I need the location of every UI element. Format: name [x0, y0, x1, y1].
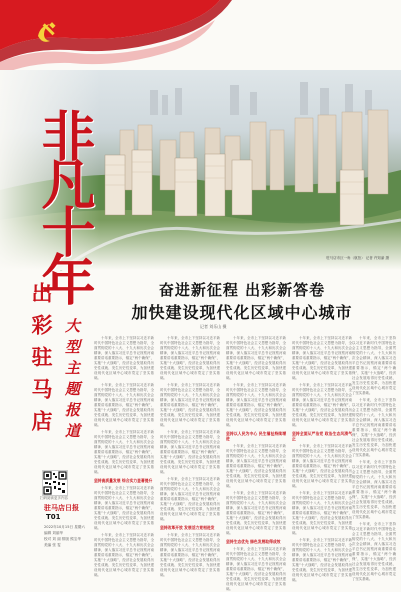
paragraph: 十年来，全市上下坚持以习近平新时代中国特色社会主义思想为指导，全面贯彻党的十八大、十九大和历次全会精神，深入落实习近平总书记视察河南重要讲话重要指示，锚定“两个确保”，实施“十大战略”，经济社会发展取得历史性成就、发生历史性变革，为加快建设现代化区域中心城市奠定了坚实基础。 [94, 486, 154, 530]
section-subhead: 坚持生态优先 绿色发展取得成效 [226, 539, 281, 544]
meta-art: 美编 张 雯 [44, 543, 61, 547]
byline: 记者 刘乐山 摄 [200, 324, 227, 329]
meta-editor: 编辑 刘丽华 [44, 531, 64, 535]
meta-date: 2022年10月15日 星期六 [44, 525, 85, 529]
paragraph: 十年来，全市上下坚持以习近平新时代中国特色社会主义思想为指导，全面贯彻党的十八大、十九大和历次全会精神，深入落实习近平总书记视察河南重要讲话重要指示，锚定“两个确保”，实施“十大战略”，经济社会发展取得历史性成就、发生历史性变革，为加快建设现代化区域中心城市奠定了坚实基础。 [226, 444, 286, 488]
paragraph: 十年来，全市上下坚持以习近平新时代中国特色社会主义思想为指导，全面贯彻党的十八大、十九大和历次全会精神，深入落实习近平总书记视察河南重要讲话重要指示，锚定“两个确保”，实施“十大战略”，经济社会发展取得历史性成就、发生历史性变革，为加快建设现代化区域中心城市奠定了坚实基础。 [160, 533, 220, 577]
article-column-5 [352, 336, 396, 581]
paragraph: 十年来，全市上下坚持以习近平新时代中国特色社会主义思想为指导，全面贯彻党的十八大、十九大和历次全会精神，深入落实习近平总书记视察河南重要讲话重要指示，锚定“两个确保”，实施“十大战略”，经济社会发展取得历史性成就、发生历史性变革，为加快建设现代化区域中心城市奠定了坚实基础。 [226, 336, 286, 380]
paragraph: 十年来，全市上下坚持以习近平新时代中国特色社会主义思想为指导，全面贯彻党的十八大、十九大和历次全会精神，深入落实习近平总书记视察河南重要讲话重要指示，锚定“两个确保”，实施“十大战略”，经济社会发展取得历史性成就、发生历史性变革，为加快建设现代化区域中心城市奠定了坚实基础。 [160, 477, 220, 521]
paragraph: 十年来，全市上下坚持以习近平新时代中国特色社会主义思想为指导，全面贯彻党的十八大、十九大和历次全会精神，深入落实习近平总书记视察河南重要讲话重要指示，锚定“两个确保”，实施“十大战略”，经济社会发展取得历史性成就、发生历史性变革，为加快建设现代化区域中心城市奠定了坚实基础。 [94, 430, 154, 474]
section-subhead: 坚持高质量发展 综合实力显著提升 [94, 478, 153, 483]
party-flag-banner [0, 0, 401, 80]
paragraph: 十年来，全市上下坚持以习近平新时代中国特色社会主义思想为指导，全面贯彻党的十八大、十九大和历次全会精神，深入落实习近平总书记视察河南重要讲话重要指示，锚定“两个确保”，实施“十大战略”，经济社会发展取得历史性成就、发生历史性变革，为加快建设现代化区域中心城市奠定了坚实基础。 [226, 547, 286, 591]
qr-label: 扫码阅读更多内容 [40, 496, 68, 500]
paragraph: 十年来，全市上下坚持以习近平新时代中国特色社会主义思想为指导，全面贯彻党的十八大、十九大和历次全会精神，深入落实习近平总书记视察河南重要讲话重要指示，锚定“两个确保”，实施“十大战略”，经济社会发展取得历史性成就、发生历史性变革，为加快建设现代化区域中心城市奠定了坚实基础。 [292, 336, 352, 380]
article-column-1 [94, 336, 154, 577]
main-headline: 奋进新征程 出彩新答卷 [158, 281, 326, 299]
sub-headline: 加快建设现代化区域中心城市 [131, 303, 353, 322]
paragraph: 十年来，全市上下坚持以习近平新时代中国特色社会主义思想为指导，全面贯彻党的十八大、十九大和历次全会精神，深入落实习近平总书记视察河南重要讲话重要指示，锚定“两个确保”，实施“十大战略”，经济社会发展取得历史性成就、发生历史性变革，为加快建设现代化区域中心城市奠定了坚实基础。 [292, 444, 352, 488]
paragraph: 十年来，全市上下坚持以习近平新时代中国特色社会主义思想为指导，全面贯彻党的十八大、十九大和历次全会精神，深入落实习近平总书记视察河南重要讲话重要指示，锚定“两个确保”，实施“十大战略”，经济社会发展取得历史性成就、发生历史性变革，为加快建设现代化区域中心城市奠定了坚实基础。 [352, 336, 396, 395]
paragraph: 十年来，全市上下坚持以习近平新时代中国特色社会主义思想为指导，全面贯彻党的十八大、十九大和历次全会精神，深入落实习近平总书记视察河南重要讲话重要指示，锚定“两个确保”，实施“十大战略”，经济社会发展取得历史性成就、发生历史性变革，为加快建设现代化区域中心城市奠定了坚实基础。 [94, 533, 154, 577]
article-column-4 [292, 336, 352, 582]
paragraph: 十年来，全市上下坚持以习近平新时代中国特色社会主义思想为指导，全面贯彻党的十八大、十九大和历次全会精神，深入落实习近平总书记视察河南重要讲话重要指示，锚定“两个确保”，实施“十大战略”，经济社会发展取得历史性成就、发生历史性变革，为加快建设现代化区域中心城市奠定了坚实基础。 [352, 522, 396, 581]
section-subhead: 坚持改革开放 发展活力竞相迸发 [160, 525, 215, 530]
edition-meta [44, 524, 85, 548]
calligraphy-title: 非凡十年 [33, 108, 97, 300]
paragraph: 十年来，全市上下坚持以习近平新时代中国特色社会主义思想为指导，全面贯彻党的十八大、十九大和历次全会精神，深入落实习近平总书记视察河南重要讲话重要指示，锚定“两个确保”，实施“十大战略”，经济社会发展取得历史性成就、发生历史性变革，为加快建设现代化区域中心城市奠定了坚实基础。 [292, 383, 352, 427]
paragraph: 十年来，全市上下坚持以习近平新时代中国特色社会主义思想为指导，全面贯彻党的十八大、十九大和历次全会精神，深入落实习近平总书记视察河南重要讲话重要指示，锚定“两个确保”，实施“十大战略”，经济社会发展取得历史性成就、发生历史性变革，为加快建设现代化区域中心城市奠定了坚实基础。 [94, 336, 154, 380]
newspaper-name: 驻马店日报 [44, 503, 79, 512]
section-subhead: 坚持以人民为中心 民生福祉持续增进 [226, 431, 286, 441]
paragraph: 十年来，全市上下坚持以习近平新时代中国特色社会主义思想为指导，全面贯彻党的十八大、十九大和历次全会精神，深入落实习近平总书记视察河南重要讲话重要指示，锚定“两个确保”，实施“十大战略”，经济社会发展取得历史性成就、发生历史性变革，为加快建设现代化区域中心城市奠定了坚实基础。 [352, 398, 396, 457]
photo-credit: 驻马店市区一角（航拍） 记者 许知渝 摄 [326, 256, 389, 260]
paragraph: 十年来，全市上下坚持以习近平新时代中国特色社会主义思想为指导，全面贯彻党的十八大、十九大和历次全会精神，深入落实习近平总书记视察河南重要讲话重要指示，锚定“两个确保”，实施“十大战略”，经济社会发展取得历史性成就、发生历史性变革，为加快建设现代化区域中心城市奠定了坚实基础。 [226, 491, 286, 535]
series-subtitle: 大型主题报道 [63, 318, 81, 444]
paragraph: 十年来，全市上下坚持以习近平新时代中国特色社会主义思想为指导，全面贯彻党的十八大、十九大和历次全会精神，深入落实习近平总书记视察河南重要讲话重要指示，锚定“两个确保”，实施“十大战略”，经济社会发展取得历史性成就、发生历史性变革，为加快建设现代化区域中心城市奠定了坚实基础。 [292, 538, 352, 582]
article-column-2 [160, 336, 220, 577]
series-title: 出彩驻马店 [29, 282, 53, 442]
paragraph: 十年来，全市上下坚持以习近平新时代中国特色社会主义思想为指导，全面贯彻党的十八大、十九大和历次全会精神，深入落实习近平总书记视察河南重要讲话重要指示，锚定“两个确保”，实施“十大战略”，经济社会发展取得历史性成就、发生历史性变革，为加快建设现代化区域中心城市奠定了坚实基础。 [292, 491, 352, 535]
section-subhead: 坚持全面从严治党 政治生态风清气正 [292, 431, 352, 441]
paragraph: 十年来，全市上下坚持以习近平新时代中国特色社会主义思想为指导，全面贯彻党的十八大、十九大和历次全会精神，深入落实习近平总书记视察河南重要讲话重要指示，锚定“两个确保”，实施“十大战略”，经济社会发展取得历史性成就、发生历史性变革，为加快建设现代化区域中心城市奠定了坚实基础。 [160, 383, 220, 427]
qr-code-icon[interactable] [42, 470, 68, 496]
page-number: T01 [46, 513, 61, 521]
paragraph: 十年来，全市上下坚持以习近平新时代中国特色社会主义思想为指导，全面贯彻党的十八大、十九大和历次全会精神，深入落实习近平总书记视察河南重要讲话重要指示，锚定“两个确保”，实施“十大战略”，经济社会发展取得历史性成就、发生历史性变革，为加快建设现代化区域中心城市奠定了坚实基础。 [160, 430, 220, 474]
paragraph: 十年来，全市上下坚持以习近平新时代中国特色社会主义思想为指导，全面贯彻党的十八大、十九大和历次全会精神，深入落实习近平总书记视察河南重要讲话重要指示，锚定“两个确保”，实施“十大战略”，经济社会发展取得历史性成就、发生历史性变革，为加快建设现代化区域中心城市奠定了坚实基础。 [226, 383, 286, 427]
paragraph: 十年来，全市上下坚持以习近平新时代中国特色社会主义思想为指导，全面贯彻党的十八大、十九大和历次全会精神，深入落实习近平总书记视察河南重要讲话重要指示，锚定“两个确保”，实施“十大战略”，经济社会发展取得历史性成就、发生历史性变革，为加快建设现代化区域中心城市奠定了坚实基础。 [94, 383, 154, 427]
paragraph: 十年来，全市上下坚持以习近平新时代中国特色社会主义思想为指导，全面贯彻党的十八大、十九大和历次全会精神，深入落实习近平总书记视察河南重要讲话重要指示，锚定“两个确保”，实施“十大战略”，经济社会发展取得历史性成就、发生历史性变革，为加快建设现代化区域中心城市奠定了坚实基础。 [160, 336, 220, 380]
paragraph: 十年来，全市上下坚持以习近平新时代中国特色社会主义思想为指导，全面贯彻党的十八大、十九大和历次全会精神，深入落实习近平总书记视察河南重要讲话重要指示，锚定“两个确保”，实施“十大战略”，经济社会发展取得历史性成就、发生历史性变革，为加快建设现代化区域中心城市奠定了坚实基础。 [352, 460, 396, 519]
meta-proof: 校对 刘 丽 排版 熊宝华 [44, 537, 81, 541]
article-column-3 [226, 336, 286, 591]
